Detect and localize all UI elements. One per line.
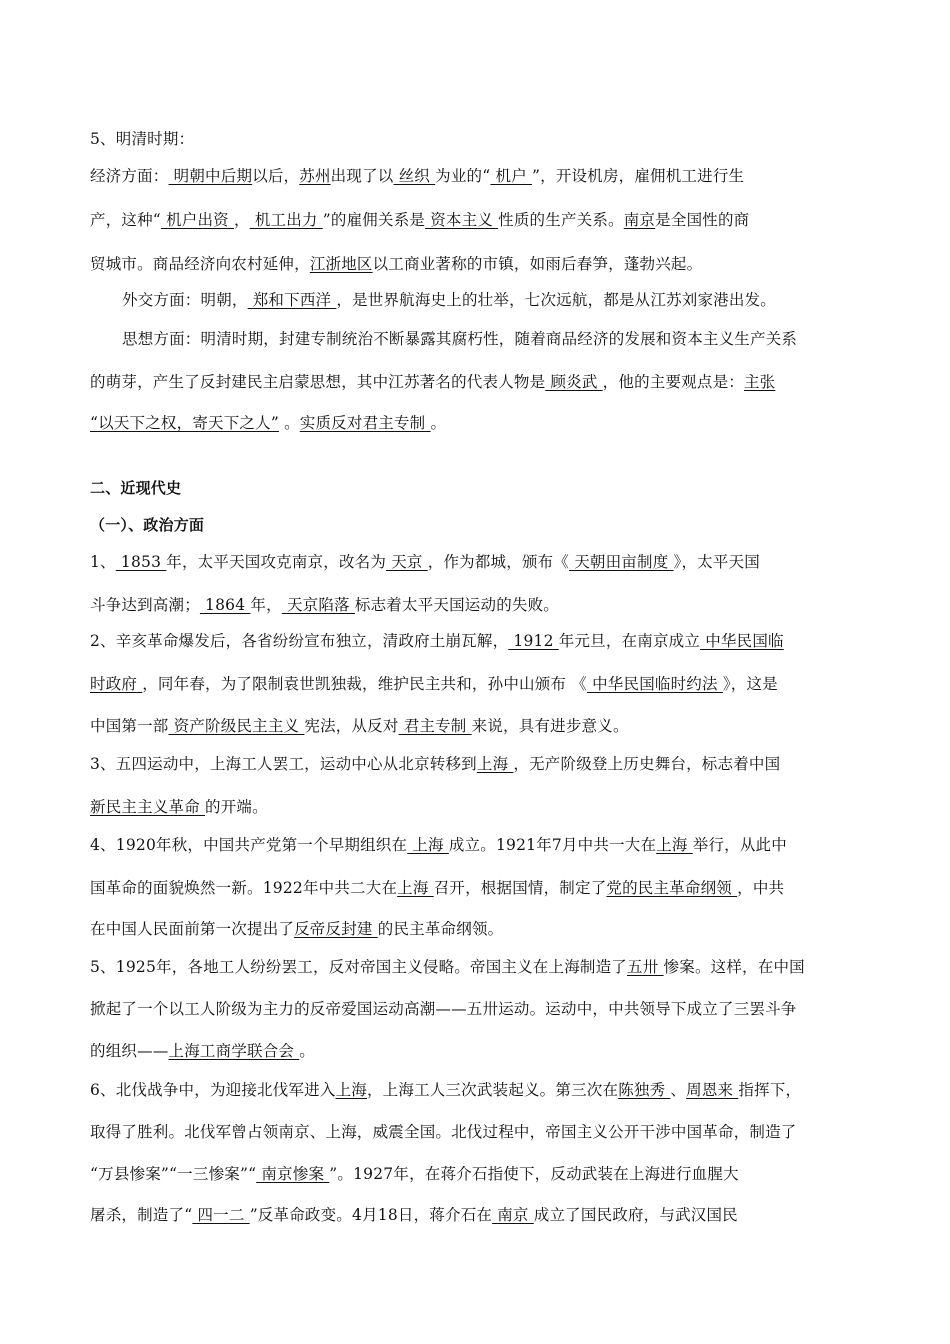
- para-diplomacy: 外交方面：明朝， 郑和下西洋 ，是世界航海史上的壮举，七次远航，都是从江苏刘家港出发。: [122, 291, 776, 309]
- item-1-line-1: 1、 1853 年，太平天国攻克南京，改名为 天京 ，作为都城，颁布《 天朝田亩制度 》，太平天国: [90, 553, 760, 571]
- item-4-line-2: 国革命的面貌焕然一新。1922年中共二大在上海 召开，根据国情，制定了党的民主革命纲领 ，中共: [90, 879, 785, 897]
- item-2-line-3: 中国第一部 资产阶级民主主义 宪法，从反对 君主专制 来说，具有进步意义。: [90, 717, 629, 735]
- heading-politics: （一）、政治方面: [90, 516, 205, 534]
- para-thought-line-2: 的萌芽，产生了反封建民主启蒙思想，其中江苏著名的代表人物是 顾炎武 ，他的主要观点是：主张: [90, 373, 776, 391]
- item-1-line-2: 斗争达到高潮； 1864 年， 天京陷落 标志着太平天国运动的失败。: [90, 596, 559, 614]
- item-4-line-1: 4、1920年秋，中国共产党第一个早期组织在 上海 成立。1921年7月中共一大在上海 举行，从此中: [90, 836, 787, 854]
- para-economy-line-2: 产，这种“ 机户出资 ， 机工出力 ”的雇佣关系是 资本主义 性质的生产关系。南京是全国性的商: [90, 211, 750, 229]
- item-5-line-3: 的组织——上海工商学联合会 。: [90, 1042, 315, 1060]
- item-6-line-1: 6、北伐战争中，为迎接北伐军进入上海，上海工人三次武装起义。第三次在陈独秀 、周恩来 指挥下，: [90, 1081, 802, 1099]
- item-6-line-3: “万县惨案”“一三惨案”“ 南京惨案 ”。1927年，在蒋介石指使下，反动武装在上海进行血腥大: [90, 1165, 739, 1183]
- item-6-line-2: 取得了胜利。北伐军曾占领南京、上海，威震全国。北伐过程中，帝国主义公开干涉中国革命，制造了: [90, 1123, 797, 1141]
- item-5-line-1: 5、1925年，各地工人纷纷罢工，反对帝国主义侵略。帝国主义在上海制造了五卅 惨案。这样，在中国: [90, 958, 805, 976]
- item-2-line-1: 2、辛亥革命爆发后，各省纷纷宣布独立，清政府土崩瓦解， 1912 年元旦，在南京成立 中华民国临: [90, 632, 784, 650]
- item-4-line-3: 在中国人民面前第一次提出了反帝反封建 的民主革命纲领。: [90, 920, 504, 938]
- item-6-line-4: 屠杀，制造了“ 四一二 ”反革命政变。4月18日，蒋介石在 南京 成立了国民政府，与武汉国民: [90, 1206, 738, 1224]
- item-2-line-2: 时政府 ，同年春，为了限制袁世凯独裁，维护民主共和，孙中山颁布 《 中华民国临时约法 》，这是: [90, 675, 778, 693]
- para-economy-line-1: 经济方面： 明朝中后期以后，苏州出现了以 丝织 为业的“ 机户 ”，开设机房，雇佣机工进行生: [90, 167, 745, 185]
- para-thought-line-1: 思想方面：明清时期，封建专制统治不断暴露其腐朽性，随着商品经济的发展和资本主义生产关系: [122, 330, 798, 348]
- item-3-line-2: 新民主主义革命 的开端。: [90, 798, 268, 816]
- heading-modern-history: 二、近现代史: [90, 479, 182, 497]
- para-economy-line-3: 贸城市。商品经济向农村延伸，江浙地区以工商业著称的市镇，如雨后春笋，蓬勃兴起。: [90, 255, 703, 273]
- section-ming-qing: 5、明清时期：: [90, 130, 195, 148]
- item-5-line-2: 掀起了一个以工人阶级为主力的反帝爱国运动高潮——五卅运动。运动中，中共领导下成立了三罢斗争: [90, 1000, 797, 1018]
- para-thought-line-3: “以天下之权，寄天下之人” 。实质反对君主专制 。: [90, 414, 447, 432]
- item-3-line-1: 3、五四运动中，上海工人罢工，运动中心从北京转移到上海 ，无产阶级登上历史舞台，标志着中国: [90, 755, 781, 773]
